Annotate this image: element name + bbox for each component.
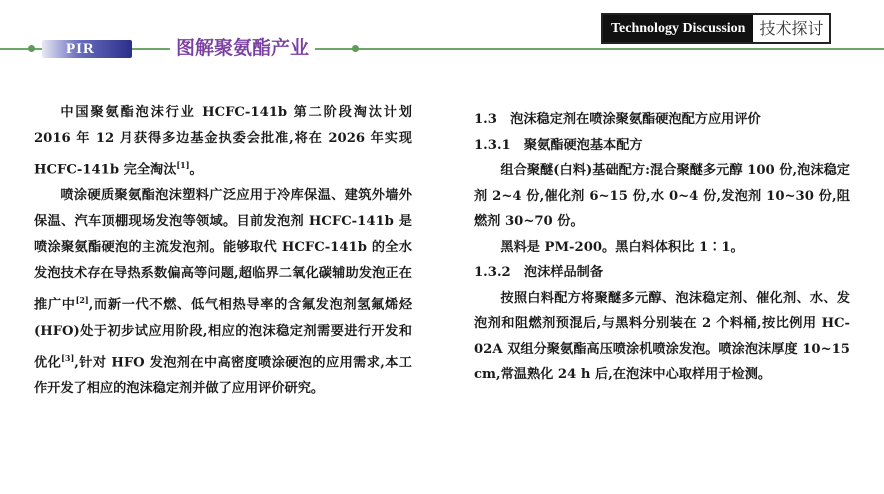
citation-2: [2] — [75, 295, 89, 306]
pir-logo-text: PIR — [66, 41, 95, 57]
section-title: 图解聚氨酯产业 — [170, 37, 315, 59]
background-text-c: ,针对 HFO 发泡剂在中高密度喷涂硬泡的应用需求,本工作开发了相应的泡沫稳定剂并做了应用评价研究。 — [34, 355, 412, 397]
technology-discussion-badge — [601, 13, 831, 44]
background-text-a: 喷涂硬质聚氨酯泡沫塑料广泛应用于冷库保温、建筑外墙外保温、汽车顶棚现场发泡等领域。目前发泡剂 HCFC-141b 是喷涂聚氨酯硬泡的主流发泡剂。能够取代 HCFC-141b 的全水发泡技术存在导热系数偏高等问题,超临界二氧化碳辅助发泡正在推广中 — [34, 188, 412, 313]
header-rule — [0, 48, 884, 50]
paragraph-formula: 组合聚醚(白料)基础配方:混合聚醚多元醇 100 份,泡沫稳定剂 2~4 份,催化剂 6~15 份,水 0~4 份,发泡剂 10~30 份,阻燃剂 30~70 份。 — [474, 163, 850, 229]
citation-1: [1] — [176, 160, 190, 170]
heading-1-3-2: 1.3.2 泡沫样品制备 — [474, 265, 604, 280]
header-dot-right — [352, 45, 359, 52]
badge-english: Technology Discussion — [603, 15, 753, 42]
right-column — [474, 107, 850, 388]
header-dot-left — [28, 45, 35, 52]
paragraph-background — [34, 183, 412, 402]
badge-chinese: 技术探讨 — [759, 19, 824, 38]
background-text-b: ,而新一代不燃、低气相热导率的含氟发泡剂氢氟烯烃(HFO)处于初步试应用阶段,相应的泡沫稳定剂需要进行开发和优化 — [34, 297, 413, 371]
left-column — [34, 100, 412, 402]
intro-text: 中国聚氨酯泡沫行业 HCFC-141b 第二阶段淘汰计划 2016 年 12 月获得多边基金执委会批准,将在 2026 年实现 HCFC-141b 完全淘汰 — [34, 105, 412, 178]
paragraph-sample-prep: 按照白料配方将聚醚多元醇、泡沫稳定剂、催化剂、水、发泡剂和阻燃剂预混后,与黑料分别装在 2 个料桶,按比例用 HC-02A 双组分聚氨酯高压喷涂机喷涂发泡。喷涂泡沫厚度 10~15 cm,常温熟化 24 h 后,在泡沫中心取样用于检测。 — [474, 290, 850, 382]
intro-end: 。 — [189, 162, 203, 178]
heading-1-3: 1.3 泡沫稳定剂在喷涂聚氨酯硬泡配方应用评价 — [474, 112, 761, 127]
heading-1-3-1: 1.3.1 聚氨酯硬泡基本配方 — [474, 137, 643, 153]
paragraph-black-material: 黑料是 PM-200。黑白料体积比 1∶1。 — [500, 239, 744, 255]
paragraph-intro — [34, 100, 412, 183]
citation-3: [3] — [61, 352, 75, 363]
